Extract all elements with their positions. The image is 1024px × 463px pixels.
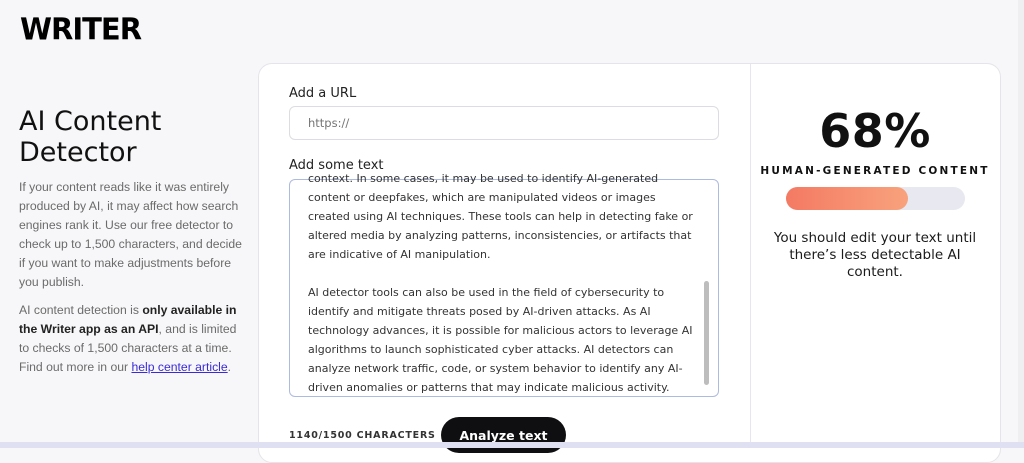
- text-paragraph: AI detector tools can also be used in the field of cybersecurity to identify and mitigate threats posed by AI-driven attacks. As AI technology advances, it is possible for malicious actors to leverage AI algorithms to launch sophisticated cyber attacks. AI detectors can analyze network traffic, code, or system behavior to identify any AI-driven anomalies or patterns that may indicate malicious activity.: [308, 286, 693, 394]
- writer-logo[interactable]: WRITER: [20, 11, 142, 47]
- card-divider: [750, 64, 751, 448]
- api-note-middle: , and is limited to checks of 1,500 characters at a time. Find out more in our: [19, 322, 237, 374]
- analyze-text-button[interactable]: Analyze text: [441, 417, 566, 453]
- result-percentage: 68%: [819, 104, 931, 158]
- result-progress-fill: [786, 187, 908, 210]
- page-title-line1: AI Content: [19, 106, 162, 137]
- text-paragraph: context. In some cases, it may be used to identify AI-generated content or deepfakes, which are manipulated videos or images created using AI techniques. These tools can help in detecting fake or altered media by analyzing patterns, inconsistencies, or artifacts that are indicative of AI manipulation.: [308, 172, 693, 261]
- text-label: Add some text: [289, 158, 384, 173]
- intro-api-note: [19, 301, 244, 377]
- page-title: [19, 106, 244, 168]
- text-input-area[interactable]: [289, 172, 719, 397]
- result-progress-bar: [786, 187, 965, 210]
- help-center-link[interactable]: help center article: [131, 360, 228, 374]
- intro-description: If your content reads like it was entirely produced by AI, it may affect how search engines rank it. Use our free detector to check up to 1,500 characters, and decide if you want to make adjustments before you publish.: [19, 180, 242, 289]
- api-note-prefix: AI content detection is: [19, 303, 143, 317]
- text-scrollbar-thumb[interactable]: [704, 281, 709, 385]
- character-counter: 1140/1500 CHARACTERS: [289, 430, 436, 441]
- api-note-bold: only available in the Writer app as an API: [19, 303, 237, 336]
- url-label: Add a URL: [289, 86, 357, 101]
- intro-panel: [19, 106, 244, 386]
- bottom-edge: [0, 442, 1024, 448]
- window-scrollbar-track[interactable]: [1018, 0, 1024, 448]
- url-input[interactable]: [289, 106, 719, 140]
- result-label: HUMAN-GENERATED CONTENT: [760, 165, 990, 177]
- result-message: You should edit your text until there’s less detectable AI content.: [773, 230, 977, 280]
- text-input-content: [308, 169, 694, 416]
- api-note-suffix: .: [227, 360, 232, 374]
- page-title-line2: Detector: [19, 137, 137, 168]
